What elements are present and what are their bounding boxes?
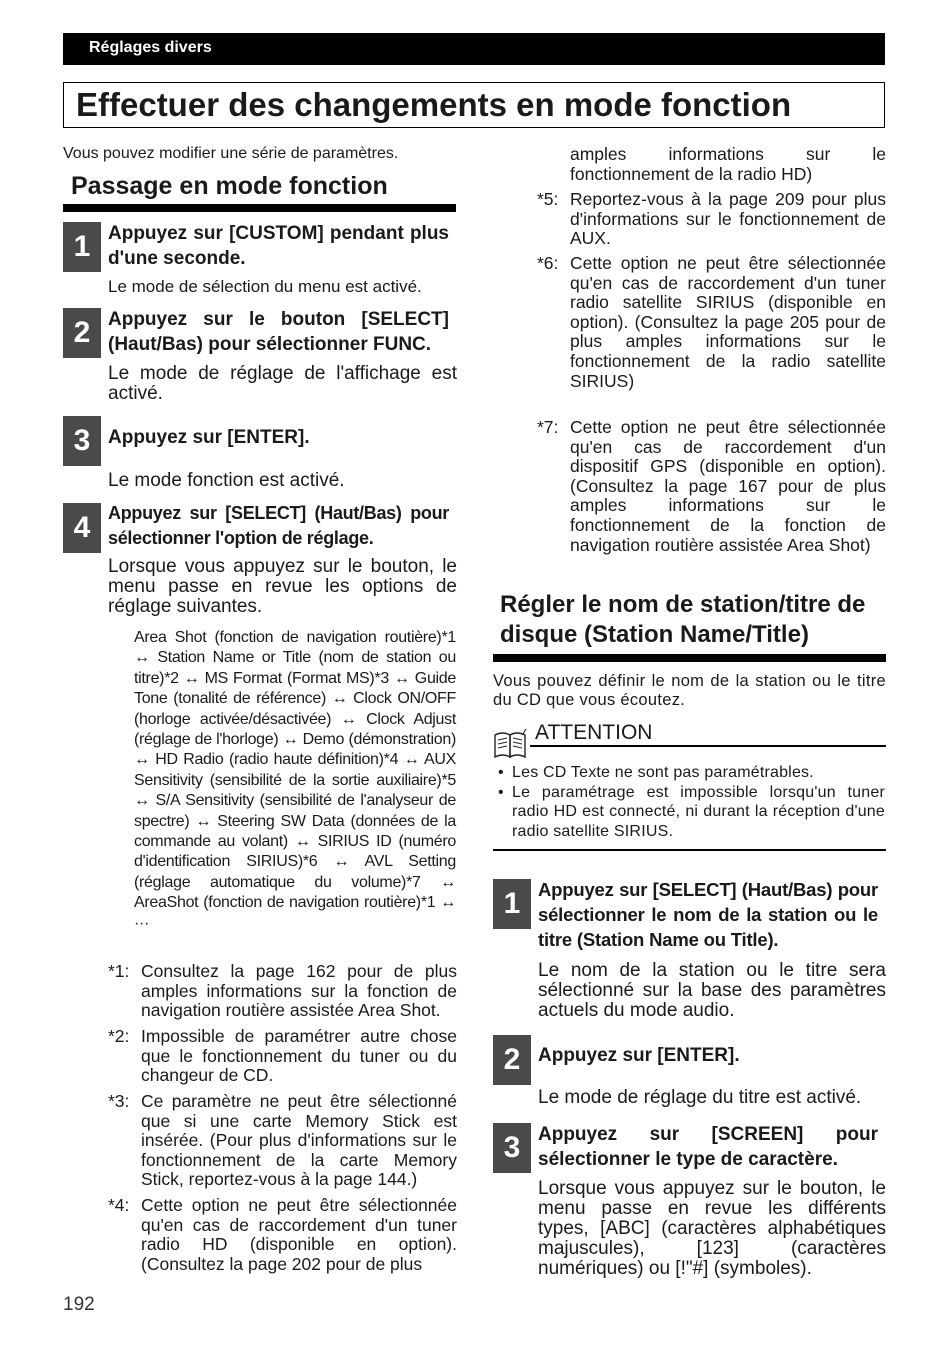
footnote	[108, 962, 457, 1021]
step-title: Appuyez sur le bouton [SELECT] (Haut/Bas) pour sélectionner FUNC.	[108, 309, 449, 355]
step-body: Le mode de réglage de l'affichage est activé.	[108, 363, 457, 404]
footnote-mark: *7:	[537, 417, 559, 437]
step-body: Le mode de réglage du titre est activé.	[538, 1087, 862, 1108]
footnote-mark: *1:	[108, 961, 130, 981]
attention-label: ATTENTION	[535, 721, 653, 744]
footnote-text: Cette option ne peut être sélectionnée qu'en cas de raccordement d'un tuner radio satellite SIRIUS (disponible en option). (Consultez la page 205 pour de plus amples informations sur le fonctionnement de la radio satellite SIRIUS)	[570, 253, 886, 391]
step-number: 2	[63, 308, 101, 358]
step-number: 1	[493, 879, 531, 929]
options-list: Area Shot (fonction de navigation routière)*1 ↔ Station Name or Title (nom de station ou titre)*2 ↔ MS Format (Format MS)*3 ↔ Guide Tone (tonalité de référence) ↔ Clock ON/OFF (horloge activée/désactivée) ↔ Clock Adjust (réglage de l'horloge) ↔ Demo (démonstration) ↔ HD Radio (radio haute définition)*4 ↔ AUX Sensitivity (sensibilité de la sortie auxiliaire)*5 ↔ S/A Sensitivity (sensibilité de l'analyseur de spectre) ↔ Steering SW Data (données de la commande au volant) ↔ SIRIUS ID (numéro d'identification SIRIUS)*6 ↔ AVL Setting (réglage automatique du volume)*7 ↔ AreaShot (fonction de navigation routière)*1 ↔ ···	[134, 629, 456, 932]
section-header	[63, 33, 885, 65]
step-title: Appuyez sur [SELECT] (Haut/Bas) pour sélectionner le nom de la station ou le titre (Station Name ou Title).	[538, 879, 878, 950]
book-icon	[493, 727, 529, 761]
section-title-line: Régler le nom de station/titre de	[500, 591, 866, 618]
step-number: 4	[63, 503, 101, 553]
attention-end-rule	[493, 849, 886, 851]
section-header-label: Réglages divers	[89, 39, 212, 56]
list-item: • Les CD Texte ne sont pas paramétrables.	[498, 764, 814, 781]
page-title: Effectuer des changements en mode fonction	[63, 82, 885, 128]
footnote-mark: *4:	[108, 1195, 130, 1215]
step-body: Le mode fonction est activé.	[108, 470, 345, 491]
step-body: Le mode de sélection du menu est activé.	[108, 277, 422, 296]
section-intro: Vous pouvez définir le nom de la station ou le titre du CD que vous écoutez.	[493, 672, 886, 709]
section-rule	[493, 654, 886, 662]
section-title-function-mode: Passage en mode fonction	[71, 172, 388, 200]
attention-list	[498, 763, 885, 841]
section-rule	[63, 204, 456, 212]
attention-bullet-text: Les CD Texte ne sont pas paramétrables.	[512, 764, 814, 781]
step-title: Appuyez sur [SCREEN] pour sélectionner le type de caractère.	[538, 1124, 878, 1170]
footnote	[108, 1196, 457, 1274]
footnote-text: Impossible de paramétrer autre chose que le fonctionnement du tuner ou du changeur de CD.	[141, 1026, 457, 1086]
step-number: 2	[493, 1035, 531, 1085]
footnote	[108, 1092, 457, 1190]
footnote-text: Reportez-vous à la page 209 pour plus d'informations sur le fonctionnement de AUX.	[570, 189, 886, 249]
section-title-station-name	[500, 590, 865, 650]
step-title: Appuyez sur [CUSTOM] pendant plus d'une seconde.	[108, 223, 449, 269]
attention-rule	[530, 745, 886, 747]
step-body: Lorsque vous appuyez sur le bouton, le menu passe en revue les différents types, [ABC] (caractères alphabétiques majuscules), [123] (caractères numériques) ou [!"#] (symboles).	[538, 1178, 886, 1279]
step-number: 1	[63, 222, 101, 272]
list-item: • Le paramétrage est impossible lorsqu'un tuner radio HD est connecté, ni durant la réception d'une radio satellite SIRIUS.	[498, 783, 885, 840]
footnote-text: Consultez la page 162 pour de plus amples informations sur la fonction de navigation routière assistée Area Shot.	[141, 961, 457, 1021]
step-number: 3	[493, 1123, 531, 1173]
step-title: Appuyez sur [ENTER].	[108, 427, 310, 448]
step-body: Lorsque vous appuyez sur le bouton, le menu passe en revue les options de réglage suivantes.	[108, 556, 457, 617]
page-number: 192	[63, 1294, 95, 1315]
footnote-mark: *2:	[108, 1026, 130, 1046]
intro-text: Vous pouvez modifier une série de paramètres.	[63, 145, 399, 162]
footnote-text: Cette option ne peut être sélectionnée qu'en cas de raccordement d'un dispositif GPS (disponible en option). (Consultez la page 167 pour de plus amples informations sur le fonctionnement de la fonction de navigation routière assistée Area Shot)	[570, 417, 886, 555]
section-title-line: disque (Station Name/Title)	[500, 621, 809, 648]
step-title: Appuyez sur [SELECT] (Haut/Bas) pour sélectionner l'option de réglage.	[108, 503, 449, 548]
footnote	[537, 418, 886, 555]
footnote-text: Cette option ne peut être sélectionnée qu'en cas de raccordement d'un tuner radio HD (disponible en option). (Consultez la page 202 pour de plus	[141, 1195, 457, 1274]
footnote	[108, 1027, 457, 1086]
footnote-mark: *6:	[537, 253, 559, 273]
footnote-continuation: amples informations sur le fonctionnement de la radio HD)	[570, 144, 886, 184]
footnote-mark: *5:	[537, 189, 559, 209]
step-title: Appuyez sur [ENTER].	[538, 1045, 740, 1066]
footnote	[537, 190, 886, 249]
footnote-mark: *3:	[108, 1091, 130, 1111]
step-number: 3	[63, 416, 101, 466]
footnote-text: Ce paramètre ne peut être sélectionné que si une carte Memory Stick est insérée. (Pour plus d'informations sur le fonctionnement de la carte Memory Stick, reportez-vous à la page 144.)	[141, 1091, 457, 1190]
attention-bullet-text: Le paramétrage est impossible lorsqu'un tuner radio HD est connecté, ni durant la réception d'une radio satellite SIRIUS.	[512, 783, 885, 840]
footnote	[537, 254, 886, 391]
step-body: Le nom de la station ou le titre sera sélectionné sur la base des paramètres actuels du mode audio.	[538, 960, 886, 1021]
